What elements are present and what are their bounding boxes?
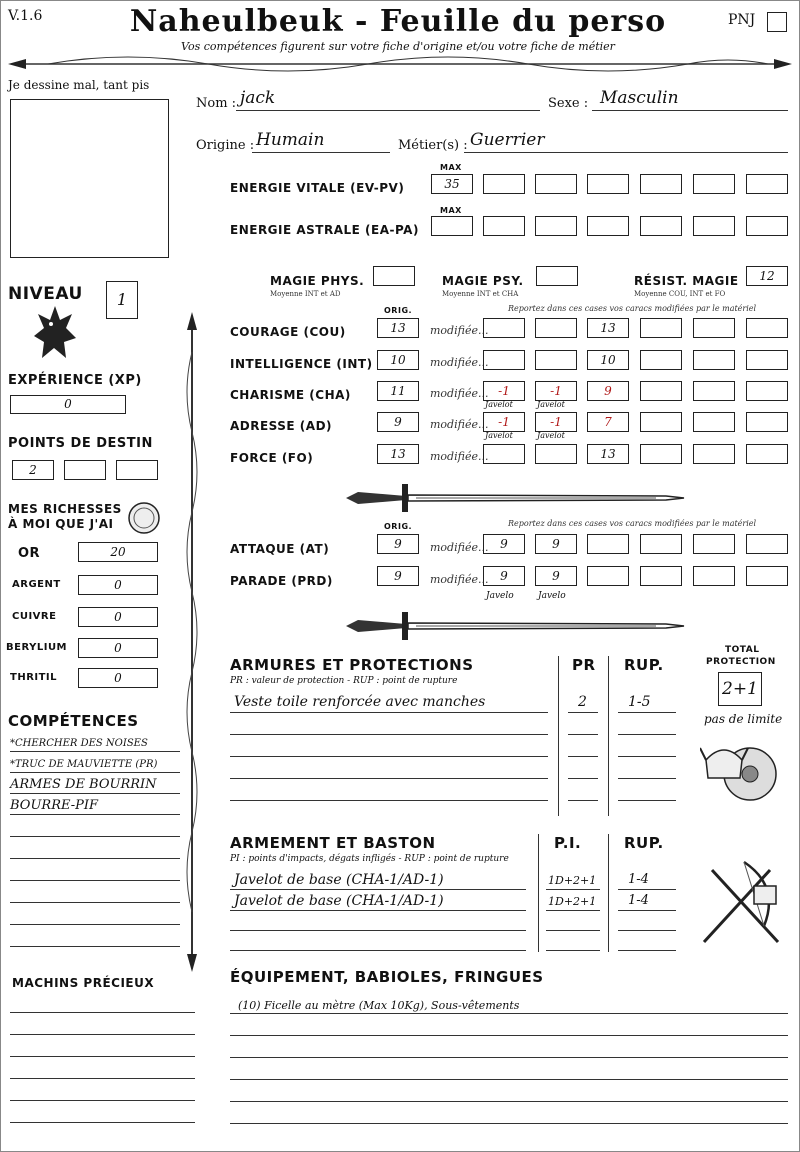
metier-value[interactable]: Guerrier [470,130,545,150]
skills-title: COMPÉTENCES [8,712,139,730]
weapon-line-4 [230,950,526,951]
header-spear-ornament [8,52,792,76]
ev-max-label: MAX [440,163,462,172]
modifie-label-cou: modifiée... [430,324,489,337]
wealth-label-or: OR [18,546,41,561]
attr-orig-cha[interactable]: 11 [377,381,419,401]
precious-line-2 [10,1034,195,1035]
attr-mod-fo-5[interactable] [693,444,735,464]
weapon-line-3 [230,930,526,931]
skill-item-4[interactable]: BOURRE-PIF [10,798,99,813]
wealth-title-2: À MOI QUE J'AI [8,517,114,531]
weapon-rup-line-1 [618,889,676,890]
combat-mod-at-3[interactable] [587,534,629,554]
attr-label-int: INTELLIGENCE (INT) [230,357,373,371]
dragon-icon [30,302,80,364]
equipment-item-1[interactable]: (10) Ficelle au mètre (Max 10Kg), Sous-vêtements [238,999,520,1012]
modifie-label-fo: modifiée... [430,450,489,463]
sexe-label: Sexe : [548,96,589,111]
skill-item-1[interactable]: *CHERCHER DES NOISES [10,738,148,749]
sword-icon [336,480,686,516]
magie-psy-label: MAGIE PSY. [442,274,524,288]
wealth-value-berylium[interactable]: 0 [78,638,158,658]
attr-mod-ad-6[interactable] [746,412,788,432]
armor-pr-line-5 [568,800,598,801]
coin-icon [127,501,161,535]
weapon-item-name-1[interactable]: Javelot de base (CHA-1/AD-1) [234,872,444,888]
sheet-subtitle: Vos compétences figurent sur votre fiche d'origine et/ou votre fiche de métier [181,40,615,53]
portrait-frame[interactable] [10,99,169,258]
combat-mod-at-4[interactable] [640,534,682,554]
equipment-line-5 [230,1101,788,1102]
skill-line-7 [10,880,180,881]
weapon-item-pi-2[interactable]: 1D+2+1 [548,895,597,908]
wealth-label-cuivre: CUIVRE [12,611,57,622]
weapon-pi-line-2 [546,910,600,911]
armor-rup-line-5 [618,800,676,801]
equipment-line-3 [230,1057,788,1058]
combat-mod-at-6[interactable] [746,534,788,554]
skill-line-4 [10,814,180,815]
combat-mod-at-5[interactable] [693,534,735,554]
attr-mod-fo-2[interactable] [535,444,577,464]
sexe-value[interactable]: Masculin [600,88,679,108]
ea-label: ENERGIE ASTRALE (EA-PA) [230,223,419,237]
skill-line-1 [10,751,180,752]
armor-rup-line-2 [618,734,676,735]
weapon-pi-line-4 [546,950,600,951]
pnj-label: PNJ [728,12,756,28]
wealth-value-argent[interactable]: 0 [78,575,158,595]
ea-max-label: MAX [440,206,462,215]
total-protection-label-2: PROTECTION [706,657,776,667]
armor-item-rup-1[interactable]: 1-5 [628,694,651,710]
report-note-1: Reportez dans ces cases vos caracs modifiées par le matériel [508,304,757,313]
equipment-line-2 [230,1035,788,1036]
metier-label: Métier(s) : [398,138,468,153]
attr-orig-ad[interactable]: 9 [377,412,419,432]
precious-title: MACHINS PRÉCIEUX [12,976,155,990]
attr-mod-ad-5[interactable] [693,412,735,432]
attr-mod-cou-1[interactable] [483,318,525,338]
modifie-label-ad: modifiée... [430,418,489,431]
combat-mod-at-2[interactable]: 9 [535,534,577,554]
skill-line-10 [10,946,180,947]
ev-label: ENERGIE VITALE (EV-PV) [230,181,405,195]
weapon-item-pi-1[interactable]: 1D+2+1 [548,874,597,887]
nom-label: Nom : [196,96,237,111]
weapons-pi-header: P.I. [554,834,582,852]
combat-orig-label: ORIG. [384,522,413,531]
attr-mod-cou-3[interactable]: 13 [587,318,629,338]
skill-line-6 [10,858,180,859]
armor-item-name-1[interactable]: Veste toile renforcée avec manches [234,694,486,710]
armor-pr-header: PR [572,656,596,674]
attr-mod-ad-4[interactable] [640,412,682,432]
weapons-divider-2 [608,834,609,952]
armor-line-2 [230,734,548,735]
modifie-label-at: modifiée... [430,541,489,554]
equipment-line-6 [230,1123,788,1124]
skill-line-8 [10,902,180,903]
pnj-checkbox[interactable] [767,12,787,32]
attr-mod-fo-3[interactable]: 13 [587,444,629,464]
attr-mod-fo-1[interactable] [483,444,525,464]
armor-pr-line-4 [568,778,598,779]
magie-psy-value[interactable] [536,266,578,286]
combat-mod-prd-4[interactable] [640,566,682,586]
attr-mod-int-4[interactable] [640,350,682,370]
precious-line-6 [10,1122,195,1123]
ea-box-6[interactable] [746,216,788,236]
orig-label: ORIG. [384,306,413,315]
destin-box-3[interactable] [116,460,158,480]
attr-mod-ad-3[interactable]: 7 [587,412,629,432]
sheet-title: Naheulbeuk - Feuille du perso [129,4,667,39]
combat-mod-prd-6[interactable] [746,566,788,586]
weapon-pi-line-1 [546,889,600,890]
resist-magie-label: RÉSIST. MAGIE [634,274,739,288]
attr-mod-cou-2[interactable] [535,318,577,338]
wealth-label-argent: ARGENT [12,579,61,590]
crossed-weapons-icon [694,856,790,952]
armor-line-4 [230,778,548,779]
attr-note-cha-1: Javelot [485,400,513,409]
armor-line-1 [230,712,548,713]
attr-orig-fo[interactable]: 13 [377,444,419,464]
equipment-title: ÉQUIPEMENT, BABIOLES, FRINGUES [230,968,544,986]
attr-mod-cha-4[interactable] [640,381,682,401]
ea-box-1[interactable] [483,216,525,236]
origine-line [252,152,390,153]
metier-line [464,152,788,153]
weapon-item-name-2[interactable]: Javelot de base (CHA-1/AD-1) [234,893,444,909]
portrait-caption: Je dessine mal, tant pis [8,78,150,92]
combat-mod-prd-5[interactable] [693,566,735,586]
armor-line-3 [230,756,548,757]
wealth-value-thritil[interactable]: 0 [78,668,158,688]
armor-subtitle: PR : valeur de protection - RUP : point de rupture [230,676,458,686]
weapons-rup-header: RUP. [624,834,664,852]
ea-box-5[interactable] [693,216,735,236]
vertical-spear-ornament [180,312,204,972]
combat-mod-prd-2[interactable]: 9 [535,566,577,586]
ea-box-3[interactable] [587,216,629,236]
weapon-line-1 [230,889,526,890]
attr-note-ad-2: Javelot [537,431,565,440]
armor-pr-line-3 [568,756,598,757]
equipment-line-4 [230,1079,788,1080]
magie-phys-label: MAGIE PHYS. [270,274,365,288]
attr-mod-int-6[interactable] [746,350,788,370]
armor-pr-line-2 [568,734,598,735]
skill-line-9 [10,924,180,925]
skill-line-5 [10,836,180,837]
total-protection-label-1: TOTAL [725,645,760,655]
combat-note-2: Javelo [538,591,566,601]
armor-pr-line-1 [568,712,598,713]
weapon-item-rup-2[interactable]: 1-4 [628,893,649,908]
combat-mod-prd-3[interactable] [587,566,629,586]
attr-label-cou: COURAGE (COU) [230,325,346,339]
report-note-2: Reportez dans ces cases vos caracs modifiées par le matériel [508,519,757,528]
weapons-divider-1 [538,834,539,952]
combat-note-1: Javelo [486,591,514,601]
attr-mod-cha-3[interactable]: 9 [587,381,629,401]
attr-mod-int-2[interactable] [535,350,577,370]
combat-label-prd: PARADE (PRD) [230,574,333,588]
attr-mod-int-5[interactable] [693,350,735,370]
magie-psy-note: Moyenne INT et CHA [442,290,519,298]
attr-orig-cou[interactable]: 13 [377,318,419,338]
ev-box-5[interactable] [693,174,735,194]
ea-box-2[interactable] [535,216,577,236]
wealth-value-or[interactable]: 20 [78,542,158,562]
wealth-label-thritil: THRITIL [10,672,58,683]
armor-rup-line-3 [618,756,676,757]
resist-magie-note: Moyenne COU, INT et FO [634,290,726,298]
skill-line-3 [10,793,180,794]
wealth-label-berylium: BERYLIUM [6,642,68,653]
version-label: V.1.6 [8,8,43,24]
attr-mod-cha-1[interactable]: -1 [483,381,525,401]
niveau-value[interactable]: 1 [106,281,138,319]
modifie-label-cha: modifiée... [430,387,489,400]
precious-line-4 [10,1078,195,1079]
armor-rup-line-1 [618,712,676,713]
destin-label: POINTS DE DESTIN [8,436,153,451]
magie-phys-value[interactable] [373,266,415,286]
attr-mod-ad-2[interactable]: -1 [535,412,577,432]
xp-value[interactable]: 0 [10,395,126,414]
ev-max-box[interactable]: 35 [431,174,473,194]
precious-line-3 [10,1056,195,1057]
weapon-item-rup-1[interactable]: 1-4 [628,872,649,887]
weapon-rup-line-3 [618,930,676,931]
niveau-label: NIVEAU [8,284,83,304]
destin-box-2[interactable] [64,460,106,480]
weapon-rup-line-2 [618,910,676,911]
armor-rup-line-4 [618,778,676,779]
combat-orig-at[interactable]: 9 [377,534,419,554]
weapon-pi-line-3 [546,930,600,931]
ev-box-2[interactable] [535,174,577,194]
attr-mod-ad-1[interactable]: -1 [483,412,525,432]
attr-mod-cou-4[interactable] [640,318,682,338]
armor-rup-header: RUP. [624,656,664,674]
modifie-label-prd: modifiée... [430,573,489,586]
attr-orig-int[interactable]: 10 [377,350,419,370]
protection-limit-note: pas de limite [704,712,783,726]
armor-divider-1 [558,656,559,816]
attr-mod-int-1[interactable] [483,350,525,370]
sexe-line [592,110,788,111]
weapon-line-2 [230,910,526,911]
wealth-value-cuivre[interactable]: 0 [78,607,158,627]
weapon-rup-line-4 [618,950,676,951]
resist-magie-value[interactable]: 12 [746,266,788,286]
attr-mod-cou-5[interactable] [693,318,735,338]
equipment-line-1 [230,1013,788,1014]
modifie-label-int: modifiée... [430,356,489,369]
armor-item-pr-1[interactable]: 2 [578,694,587,710]
origine-value[interactable]: Humain [256,130,325,150]
total-protection-value[interactable]: 2+1 [718,672,762,706]
wealth-title-1: MES RICHESSES [8,502,122,516]
armor-title: ARMURES ET PROTECTIONS [230,656,474,674]
skill-line-2 [10,772,180,773]
weapons-title: ARMEMENT ET BASTON [230,834,436,852]
attr-mod-cha-2[interactable]: -1 [535,381,577,401]
nom-line [236,110,540,111]
combat-mod-prd-1[interactable]: 9 [483,566,525,586]
skill-item-2[interactable]: *TRUC DE MAUVIETTE (PR) [10,759,158,770]
origine-label: Origine : [196,138,255,153]
ev-box-4[interactable] [640,174,682,194]
combat-label-at: ATTAQUE (AT) [230,542,330,556]
attr-note-cha-2: Javelot [537,400,565,409]
attr-label-cha: CHARISME (CHA) [230,388,351,402]
armor-divider-2 [608,656,609,816]
xp-label: EXPÉRIENCE (XP) [8,373,142,388]
ev-box-6[interactable] [746,174,788,194]
attr-mod-cou-6[interactable] [746,318,788,338]
attr-mod-cha-6[interactable] [746,381,788,401]
attr-mod-fo-4[interactable] [640,444,682,464]
attr-mod-int-3[interactable]: 10 [587,350,629,370]
nom-value[interactable]: jack [240,88,276,108]
precious-line-1 [10,1012,195,1013]
combat-orig-prd[interactable]: 9 [377,566,419,586]
helmet-shield-icon [700,730,780,810]
armor-line-5 [230,800,548,801]
skill-item-3[interactable]: ARMES DE BOURRIN [10,777,157,792]
ev-box-3[interactable] [587,174,629,194]
precious-line-5 [10,1100,195,1101]
magie-phys-note: Moyenne INT et AD [270,290,341,298]
attr-label-ad: ADRESSE (AD) [230,419,333,433]
weapons-subtitle: PI : points d'impacts, dégats infligés - RUP : point de rupture [230,854,509,864]
attr-label-fo: FORCE (FO) [230,451,314,465]
ev-box-1[interactable] [483,174,525,194]
ea-max-box[interactable] [431,216,473,236]
combat-mod-at-1[interactable]: 9 [483,534,525,554]
attr-mod-fo-6[interactable] [746,444,788,464]
destin-box-1[interactable]: 2 [12,460,54,480]
attr-note-ad-1: Javelot [485,431,513,440]
ea-box-4[interactable] [640,216,682,236]
sword-icon-2 [336,608,686,644]
attr-mod-cha-5[interactable] [693,381,735,401]
